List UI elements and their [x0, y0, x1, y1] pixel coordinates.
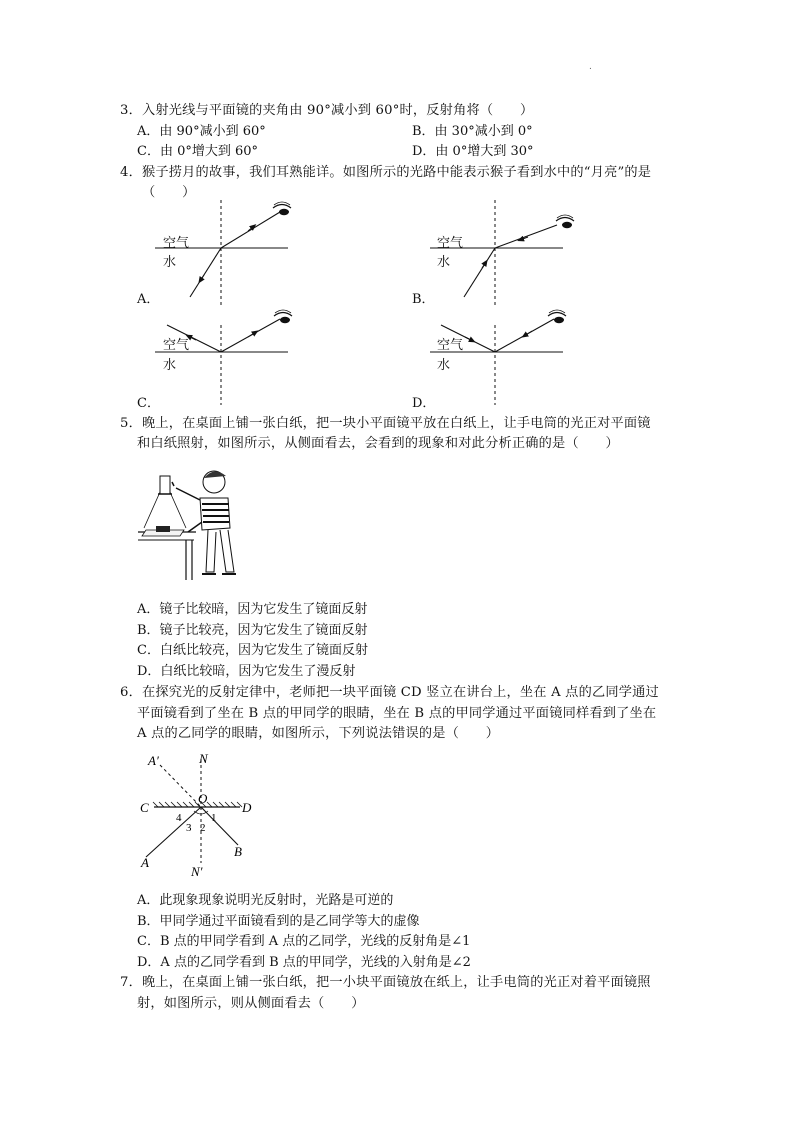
label-d: D	[242, 800, 252, 815]
q4b-air-label: 空气	[437, 236, 464, 251]
label-a: A	[141, 855, 149, 870]
q4b-water-label: 水	[437, 255, 451, 270]
q4d-water-label: 水	[437, 358, 451, 373]
q3-option-c[interactable]: C．由 0°增大到 60°	[137, 144, 259, 159]
q5-option-d[interactable]: D．白纸比较暗，因为它发生了漫反射	[137, 664, 356, 679]
label-angle-4: 4	[176, 812, 182, 824]
q7-stem-line1: 7．晚上，在桌面上铺一张白纸，把一小块平面镜放在纸上，让手电筒的光正对着平面镜照	[120, 975, 651, 990]
q6-stem-line1: 6．在探究光的反射定律中，老师把一块平面镜 CD 竖立在讲台上，坐在 A 点的乙同学通过	[120, 685, 659, 700]
q6-option-d[interactable]: D．A 点的乙同学看到 B 点的甲同学，光线的入射角是∠2	[137, 955, 471, 970]
q6-option-b[interactable]: B．甲同学通过平面镜看到的是乙同学等大的虚像	[137, 914, 420, 929]
q4-option-d[interactable]: D．	[412, 396, 436, 411]
q4c-air-label: 空气	[163, 338, 190, 353]
q5-stem-line1: 5．晚上，在桌面上铺一张白纸，把一块小平面镜平放在白纸上，让手电筒的光正对平面镜	[120, 416, 651, 431]
q4-diagram-b[interactable]	[430, 200, 574, 305]
q4c-water-label: 水	[163, 358, 177, 373]
label-n-prime: N′	[191, 864, 203, 879]
q3-stem: 3．入射光线与平面镜的夹角由 90°减小到 60°时，反射角将（ ）	[120, 103, 534, 118]
label-angle-3: 3	[186, 822, 192, 834]
q6-option-c[interactable]: C．B 点的甲同学看到 A 点的乙同学，光线的反射角是∠1	[137, 934, 471, 949]
q4-option-c[interactable]: C．	[137, 396, 160, 411]
label-o: O	[198, 791, 208, 806]
q4a-water-label: 水	[163, 255, 177, 270]
q6-reflection-diagram	[136, 745, 266, 880]
q4-stem: 4．猴子捞月的故事，我们耳熟能详。如图所示的光路中能表示猴子看到水中的“月亮”的是	[120, 165, 652, 180]
q3-option-d[interactable]: D．由 0°增大到 30°	[412, 144, 534, 159]
q4d-air-label: 空气	[437, 338, 464, 353]
eye-icon	[273, 202, 291, 215]
q4-diagrams	[130, 195, 690, 410]
label-b: B	[234, 844, 242, 859]
q5-option-c[interactable]: C．白纸比较亮，因为它发生了镜面反射	[137, 643, 368, 658]
label-angle-1: 1	[211, 812, 217, 824]
q4-option-a[interactable]: A．	[137, 292, 160, 307]
q5-stem-line2: 和白纸照射，如图所示，从侧面看去，会看到的现象和对此分析正确的是（ ）	[137, 436, 619, 451]
label-c: C	[140, 800, 149, 815]
q4-option-b[interactable]: B．	[412, 292, 435, 307]
q3-option-b[interactable]: B．由 30°减小到 0°	[412, 124, 533, 139]
label-a-prime: A′	[148, 753, 159, 768]
q3-option-a[interactable]: A．由 90°减小到 60°	[137, 124, 266, 139]
q6-stem-line2: 平面镜看到了坐在 B 点的甲同学的眼睛，坐在 B 点的甲同学通过平面镜同样看到了坐在	[137, 706, 657, 721]
q4a-air-label: 空气	[163, 236, 190, 251]
q5-option-b[interactable]: B．镜子比较亮，因为它发生了镜面反射	[137, 623, 368, 638]
q5-option-a[interactable]: A．镜子比较暗，因为它发生了镜面反射	[137, 602, 368, 617]
q6-option-a[interactable]: A．此现象现象说明光反射时，光路是可逆的	[137, 893, 394, 908]
q7-stem-line2: 射，如图所示，则从侧面看去（ ）	[137, 996, 365, 1011]
q6-stem-line3: A 点的乙同学的眼睛，如图所示，下列说法错误的是（ ）	[137, 726, 500, 741]
q4-stem-paren: （ ）	[142, 185, 196, 200]
label-n: N	[199, 751, 208, 766]
label-angle-2: 2	[200, 822, 206, 834]
q5-flashlight-illustration	[136, 460, 246, 585]
q4-diagram-d[interactable]	[430, 310, 566, 405]
eye-icon	[556, 215, 574, 228]
corner-mark: .	[589, 62, 592, 72]
